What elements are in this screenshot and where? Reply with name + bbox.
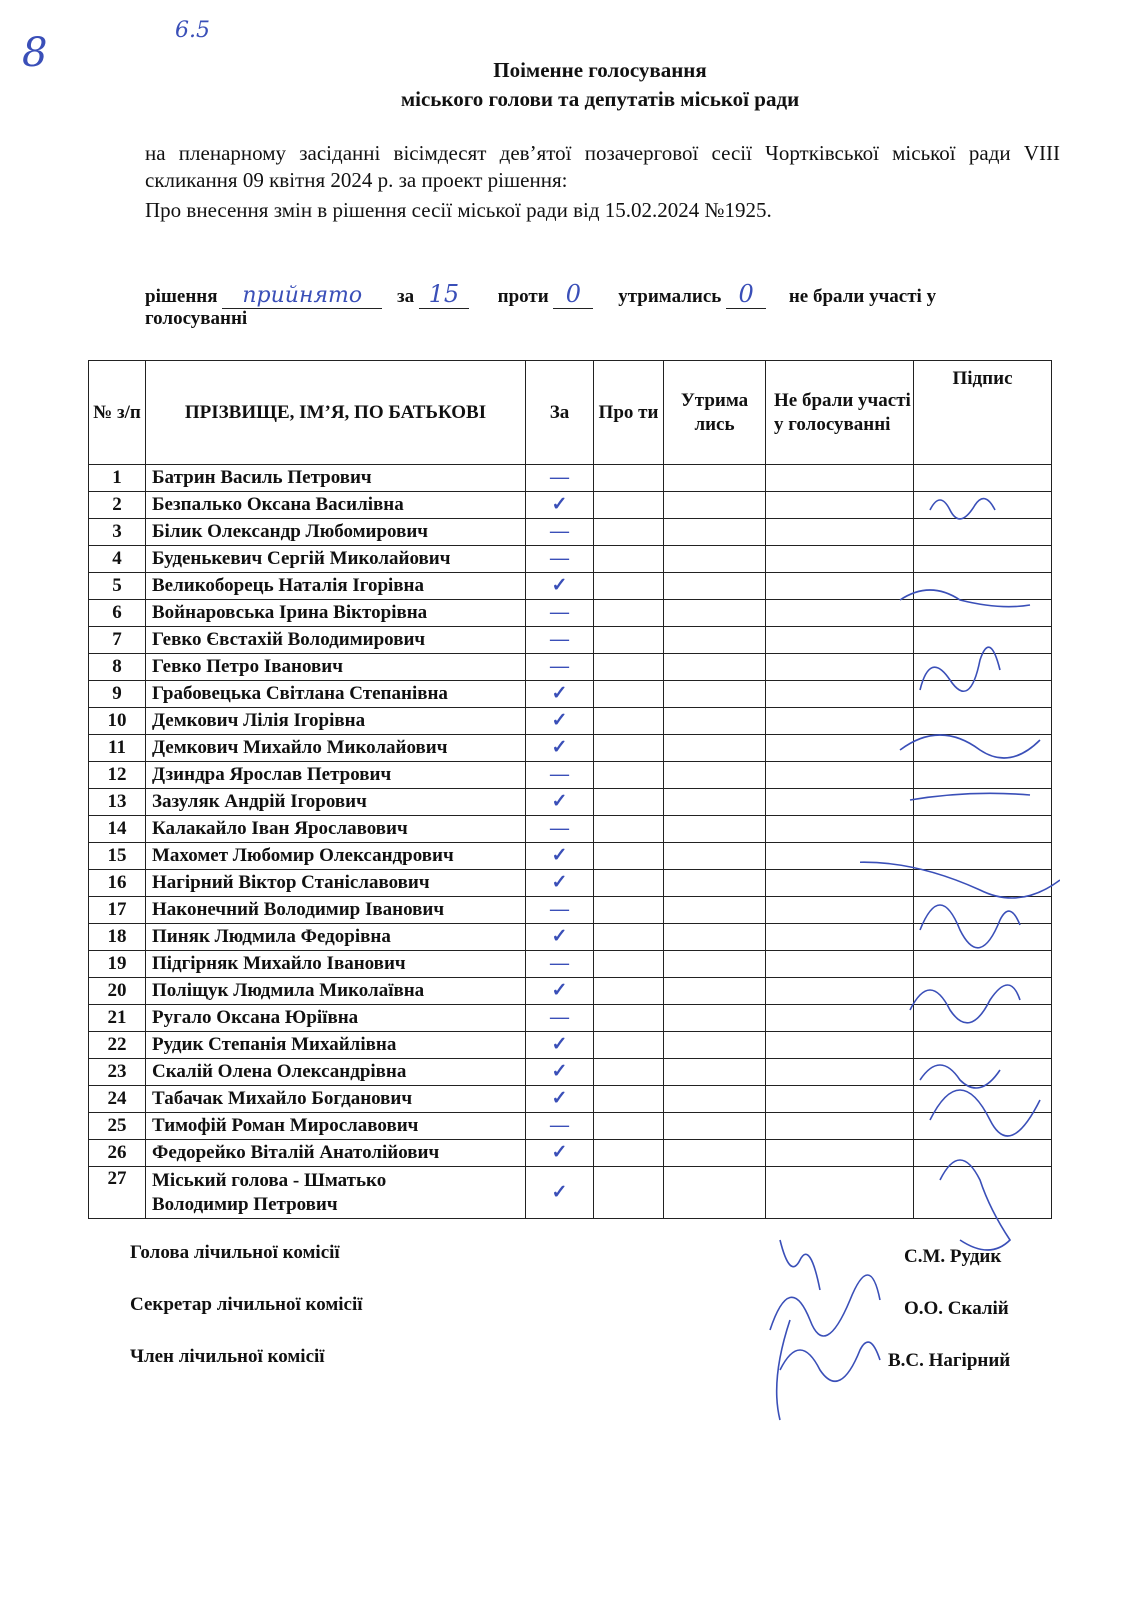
row-num: 3: [89, 519, 146, 546]
row-vote-abstained: [664, 1032, 766, 1059]
row-vote-abstained: [664, 708, 766, 735]
row-name: Табачак Михайло Богданович: [146, 1086, 526, 1113]
row-vote-for: —: [526, 627, 594, 654]
row-vote-for: ✓: [526, 789, 594, 816]
row-vote-against: [594, 1059, 664, 1086]
against-count: 0: [553, 280, 593, 309]
page-subtitle: міського голови та депутатів міської ради: [400, 87, 800, 111]
row-num: 6: [89, 600, 146, 627]
row-name: Федорейко Віталій Анатолійович: [146, 1140, 526, 1167]
row-name: Поліщук Людмила Миколаївна: [146, 978, 526, 1005]
row-vote-for: —: [526, 654, 594, 681]
row-num: 23: [89, 1059, 146, 1086]
row-num: 10: [89, 708, 146, 735]
row-vote-for: —: [526, 951, 594, 978]
row-name: Демкович Михайло Миколайович: [146, 735, 526, 762]
row-name: Буденькевич Сергій Миколайович: [146, 546, 526, 573]
row-vote-abstained: [664, 519, 766, 546]
row-vote-abstained: [664, 1167, 766, 1219]
margin-note-top: 6.5: [175, 18, 210, 43]
row-vote-for: ✓: [526, 924, 594, 951]
row-vote-for: ✓: [526, 1059, 594, 1086]
margin-note-left: 8: [22, 30, 48, 76]
header-name: ПРІЗВИЩЕ, ІМ’Я, ПО БАТЬКОВІ: [146, 361, 526, 465]
row-vote-abstained: [664, 465, 766, 492]
row-num: 1: [89, 465, 146, 492]
header-against: Про ти: [594, 361, 664, 465]
row-vote-against: [594, 1113, 664, 1140]
row-vote-against: [594, 654, 664, 681]
row-vote-against: [594, 627, 664, 654]
row-vote-abstained: [664, 924, 766, 951]
commission-signatures: [740, 1230, 920, 1430]
row-vote-for: —: [526, 762, 594, 789]
counting-commission-member-name: В.С. Нагірний: [888, 1350, 1011, 1371]
row-vote-abstained: [664, 951, 766, 978]
row-vote-for: —: [526, 600, 594, 627]
row-name: Гевко Євстахій Володимирович: [146, 627, 526, 654]
draft-decision-title: Про внесення змін в рішення сесії міської ради від 15.02.2024 №1925.: [145, 198, 772, 222]
row-name: Безпалько Оксана Василівна: [146, 492, 526, 519]
row-name: Підгірняк Михайло Іванович: [146, 951, 526, 978]
row-vote-against: [594, 1086, 664, 1113]
row-vote-against: [594, 1140, 664, 1167]
against-label: проти: [497, 286, 549, 307]
row-num: 19: [89, 951, 146, 978]
row-num: 7: [89, 627, 146, 654]
counting-commission-head-name: С.М. Рудик: [904, 1246, 1002, 1267]
row-num: 2: [89, 492, 146, 519]
handwritten-signatures: [860, 480, 1060, 1260]
row-name: Гевко Петро Іванович: [146, 654, 526, 681]
row-name-line2: Володимир Петрович: [152, 1193, 338, 1215]
row-num: 24: [89, 1086, 146, 1113]
row-vote-abstained: [664, 546, 766, 573]
for-count: 15: [419, 280, 469, 309]
row-num: 14: [89, 816, 146, 843]
row-vote-against: [594, 924, 664, 951]
row-vote-abstained: [664, 1086, 766, 1113]
row-vote-against: [594, 870, 664, 897]
abstained-count: 0: [726, 280, 766, 309]
row-name: [146, 1167, 526, 1219]
row-vote-against: [594, 843, 664, 870]
row-num: 26: [89, 1140, 146, 1167]
row-num: 21: [89, 1005, 146, 1032]
row-num: 27: [89, 1167, 146, 1219]
row-vote-for: ✓: [526, 573, 594, 600]
row-vote-against: [594, 951, 664, 978]
row-vote-against: [594, 1032, 664, 1059]
row-vote-abstained: [664, 762, 766, 789]
row-num: 15: [89, 843, 146, 870]
header-num: № з/п: [89, 361, 146, 465]
row-vote-abstained: [664, 573, 766, 600]
row-vote-for: ✓: [526, 1032, 594, 1059]
row-name: Рудик Степанія Михайлівна: [146, 1032, 526, 1059]
row-name: Нагірний Віктор Станіславович: [146, 870, 526, 897]
counting-commission-secretary-name: О.О. Скалій: [904, 1298, 1009, 1319]
counting-commission-secretary-role: Секретар лічильної комісії: [130, 1294, 363, 1315]
row-vote-abstained: [664, 600, 766, 627]
row-vote-abstained: [664, 978, 766, 1005]
row-name: Махомет Любомир Олександрович: [146, 843, 526, 870]
row-vote-for: —: [526, 546, 594, 573]
row-vote-against: [594, 978, 664, 1005]
row-name: Зазуляк Андрій Ігорович: [146, 789, 526, 816]
row-name: Калакайло Іван Ярославович: [146, 816, 526, 843]
header-not-voted: Не брали участі у голосуванні: [766, 361, 914, 465]
row-name: Великоборець Наталія Ігорівна: [146, 573, 526, 600]
row-vote-abstained: [664, 816, 766, 843]
row-vote-for: ✓: [526, 735, 594, 762]
header-signature: Підпис: [914, 361, 1052, 465]
row-vote-against: [594, 708, 664, 735]
header-for: За: [526, 361, 594, 465]
row-vote-for: ✓: [526, 681, 594, 708]
row-vote-abstained: [664, 1113, 766, 1140]
decision-label: рішення: [145, 286, 218, 307]
row-vote-for: ✓: [526, 708, 594, 735]
row-num: 25: [89, 1113, 146, 1140]
row-vote-against: [594, 789, 664, 816]
row-name: Скалій Олена Олександрівна: [146, 1059, 526, 1086]
row-vote-abstained: [664, 843, 766, 870]
counting-commission-member-role: Член лічильної комісії: [130, 1346, 325, 1367]
row-vote-abstained: [664, 627, 766, 654]
row-num: 16: [89, 870, 146, 897]
row-vote-against: [594, 546, 664, 573]
row-name-line1: Міський голова - Шматько: [152, 1169, 387, 1191]
not-voted-label: не брали участі у: [788, 286, 937, 307]
row-vote-abstained: [664, 492, 766, 519]
row-vote-against: [594, 1167, 664, 1219]
row-vote-against: [594, 600, 664, 627]
row-vote-against: [594, 816, 664, 843]
row-vote-for: ✓: [526, 1167, 594, 1219]
row-vote-for: —: [526, 465, 594, 492]
row-vote-for: ✓: [526, 1140, 594, 1167]
row-num: 11: [89, 735, 146, 762]
row-vote-abstained: [664, 654, 766, 681]
row-vote-against: [594, 465, 664, 492]
session-description: на пленарному засіданні вісімдесят дев’ятої позачергової сесії Чортківської міської ради VIII скликання 09 квітня 2024 р. за проект рішення:: [145, 141, 1060, 192]
row-name: Наконечний Володимир Іванович: [146, 897, 526, 924]
row-vote-against: [594, 1005, 664, 1032]
row-vote-for: ✓: [526, 870, 594, 897]
row-vote-for: —: [526, 519, 594, 546]
page-title: Поіменне голосування: [493, 58, 707, 82]
row-vote-abstained: [664, 681, 766, 708]
row-vote-for: —: [526, 1113, 594, 1140]
row-name: Тимофій Роман Мирославович: [146, 1113, 526, 1140]
row-vote-for: —: [526, 1005, 594, 1032]
header-abstained: Утрима лись: [664, 361, 766, 465]
vote-summary: [145, 280, 1060, 309]
row-vote-abstained: [664, 735, 766, 762]
row-vote-for: ✓: [526, 1086, 594, 1113]
row-name: Пиняк Людмила Федорівна: [146, 924, 526, 951]
row-vote-against: [594, 519, 664, 546]
row-vote-abstained: [664, 870, 766, 897]
row-vote-abstained: [664, 1059, 766, 1086]
row-name: Грабовецька Світлана Степанівна: [146, 681, 526, 708]
row-num: 22: [89, 1032, 146, 1059]
row-vote-for: ✓: [526, 492, 594, 519]
row-name: Ругало Оксана Юріївна: [146, 1005, 526, 1032]
row-num: 12: [89, 762, 146, 789]
row-name: Войнаровська Ірина Вікторівна: [146, 600, 526, 627]
abstained-label: утримались: [618, 286, 722, 307]
row-vote-abstained: [664, 789, 766, 816]
row-name: Дзиндра Ярослав Петрович: [146, 762, 526, 789]
row-num: 13: [89, 789, 146, 816]
row-vote-against: [594, 735, 664, 762]
counting-commission-head-role: Голова лічильної комісії: [130, 1242, 340, 1263]
row-num: 9: [89, 681, 146, 708]
row-num: 20: [89, 978, 146, 1005]
row-num: 8: [89, 654, 146, 681]
row-num: 4: [89, 546, 146, 573]
row-vote-abstained: [664, 1140, 766, 1167]
decision-value: прийнято: [222, 283, 382, 309]
row-vote-for: —: [526, 897, 594, 924]
row-vote-abstained: [664, 1005, 766, 1032]
row-name: Білик Олександр Любомирович: [146, 519, 526, 546]
row-num: 18: [89, 924, 146, 951]
row-vote-for: —: [526, 816, 594, 843]
row-vote-for: ✓: [526, 978, 594, 1005]
row-vote-against: [594, 897, 664, 924]
row-vote-against: [594, 573, 664, 600]
row-num: 5: [89, 573, 146, 600]
row-name: Демкович Лілія Ігорівна: [146, 708, 526, 735]
row-vote-against: [594, 762, 664, 789]
for-label: за: [397, 286, 415, 307]
row-num: 17: [89, 897, 146, 924]
row-vote-for: ✓: [526, 843, 594, 870]
row-vote-against: [594, 681, 664, 708]
row-vote-abstained: [664, 897, 766, 924]
row-vote-against: [594, 492, 664, 519]
not-voted-label-cont: голосуванні: [145, 308, 248, 329]
row-name: Батрин Василь Петрович: [146, 465, 526, 492]
